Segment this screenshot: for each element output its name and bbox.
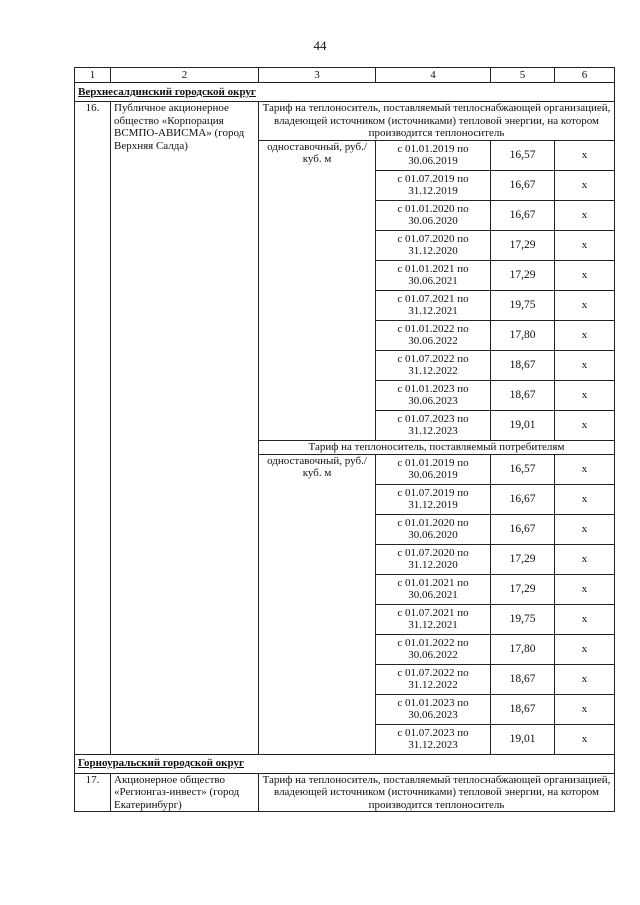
col6-value: х <box>555 724 615 754</box>
col6-value: х <box>555 380 615 410</box>
period-end: 30.06.2023 <box>408 395 458 407</box>
period-end: 31.12.2021 <box>408 305 458 317</box>
tariff-value: 18,67 <box>491 380 555 410</box>
period-start: с 01.07.2019 по <box>397 486 469 499</box>
tariff-value: 16,67 <box>491 514 555 544</box>
period-cell <box>376 140 491 170</box>
period-cell <box>376 380 491 410</box>
period-cell <box>376 634 491 664</box>
period-cell <box>376 260 491 290</box>
col6-value: х <box>555 170 615 200</box>
column-header-5: 5 <box>491 68 555 83</box>
col6-value: х <box>555 574 615 604</box>
period-cell <box>376 544 491 574</box>
period-end: 31.12.2023 <box>408 425 458 437</box>
tariff-value: 17,29 <box>491 574 555 604</box>
column-header-row <box>75 68 615 83</box>
col6-value: х <box>555 260 615 290</box>
period-end: 31.12.2022 <box>408 365 458 377</box>
period-start: с 01.07.2022 по <box>397 666 469 679</box>
col6-value: х <box>555 290 615 320</box>
period-end: 31.12.2020 <box>408 559 458 571</box>
rate-type: одноставочный, руб./куб. м <box>259 140 376 440</box>
tariff-value: 19,01 <box>491 410 555 440</box>
period-cell <box>376 320 491 350</box>
col6-value: х <box>555 454 615 484</box>
tariff-value: 19,75 <box>491 604 555 634</box>
period-end: 31.12.2020 <box>408 245 458 257</box>
period-cell <box>376 454 491 484</box>
period-end: 30.06.2019 <box>408 155 458 167</box>
col6-value: х <box>555 410 615 440</box>
column-header-1: 1 <box>75 68 111 83</box>
tariff-value: 19,01 <box>491 724 555 754</box>
tariff-table <box>74 67 615 812</box>
period-cell <box>376 410 491 440</box>
entry-number: 17. <box>75 773 111 812</box>
period-end: 31.12.2019 <box>408 185 458 197</box>
column-header-6: 6 <box>555 68 615 83</box>
tariff-value: 17,29 <box>491 260 555 290</box>
tariff-value: 17,80 <box>491 320 555 350</box>
period-start: с 01.07.2023 по <box>397 726 469 739</box>
period-cell <box>376 724 491 754</box>
period-cell <box>376 170 491 200</box>
col6-value: х <box>555 604 615 634</box>
section-title: Верхнесалдинский городской округ <box>75 83 615 102</box>
entry-number: 16. <box>75 102 111 755</box>
period-start: с 01.01.2021 по <box>397 576 469 589</box>
period-end: 31.12.2021 <box>408 619 458 631</box>
period-end: 31.12.2023 <box>408 739 458 751</box>
period-cell <box>376 664 491 694</box>
period-start: с 01.07.2021 по <box>397 292 469 305</box>
tariff-value: 16,67 <box>491 170 555 200</box>
tariff-title: Тариф на теплоноситель, поставляемый потребителям <box>259 440 615 454</box>
period-start: с 01.01.2020 по <box>397 202 469 215</box>
tariff-value: 16,67 <box>491 200 555 230</box>
period-cell <box>376 200 491 230</box>
col6-value: х <box>555 514 615 544</box>
tariff-value: 16,57 <box>491 140 555 170</box>
period-start: с 01.07.2020 по <box>397 546 469 559</box>
period-start: с 01.07.2023 по <box>397 412 469 425</box>
tariff-value: 17,29 <box>491 230 555 260</box>
rate-type: одноставочный, руб./куб. м <box>259 454 376 754</box>
col6-value: х <box>555 230 615 260</box>
organization-name: Акционерное общество «Регионгаз-инвест» (город Екатеринбург) <box>111 773 259 812</box>
period-end: 30.06.2022 <box>408 335 458 347</box>
period-cell <box>376 694 491 724</box>
period-cell <box>376 604 491 634</box>
tariff-title-row <box>75 773 615 812</box>
tariff-value: 18,67 <box>491 694 555 724</box>
section-row <box>75 754 615 773</box>
col6-value: х <box>555 350 615 380</box>
period-start: с 01.01.2022 по <box>397 636 469 649</box>
col6-value: х <box>555 544 615 574</box>
period-end: 31.12.2022 <box>408 679 458 691</box>
tariff-value: 16,57 <box>491 454 555 484</box>
col6-value: х <box>555 140 615 170</box>
page-number: 44 <box>313 38 327 53</box>
period-start: с 01.07.2022 по <box>397 352 469 365</box>
period-start: с 01.07.2020 по <box>397 232 469 245</box>
period-end: 30.06.2020 <box>408 529 458 541</box>
period-cell <box>376 290 491 320</box>
section-title: Горноуральский городской округ <box>75 754 615 773</box>
period-start: с 01.07.2019 по <box>397 172 469 185</box>
period-end: 30.06.2019 <box>408 469 458 481</box>
tariff-value: 17,80 <box>491 634 555 664</box>
section-row <box>75 83 615 102</box>
tariff-title-row <box>75 102 615 141</box>
col6-value: х <box>555 664 615 694</box>
period-start: с 01.01.2019 по <box>397 456 469 469</box>
period-end: 30.06.2021 <box>408 275 458 287</box>
period-cell <box>376 230 491 260</box>
period-cell <box>376 574 491 604</box>
col6-value: х <box>555 200 615 230</box>
period-end: 30.06.2023 <box>408 709 458 721</box>
tariff-title: Тариф на теплоноситель, поставляемый теплоснабжающей организацией, владеющей источником (источниками) тепловой энергии, на котором производится теплоноситель <box>259 102 615 141</box>
tariff-value: 17,29 <box>491 544 555 574</box>
column-header-4: 4 <box>376 68 491 83</box>
organization-name: Публичное акционерное общество «Корпорация ВСМПО-АВИСМА» (город Верхняя Салда) <box>111 102 259 755</box>
col6-value: х <box>555 484 615 514</box>
period-start: с 01.01.2022 по <box>397 322 469 335</box>
tariff-title: Тариф на теплоноситель, поставляемый теплоснабжающей организацией, владеющей источником (источниками) тепловой энергии, на котором производится теплоноситель <box>259 773 615 812</box>
period-end: 30.06.2022 <box>408 649 458 661</box>
column-header-3: 3 <box>259 68 376 83</box>
period-cell <box>376 514 491 544</box>
period-start: с 01.01.2019 по <box>397 142 469 155</box>
period-start: с 01.01.2023 по <box>397 382 469 395</box>
period-end: 30.06.2020 <box>408 215 458 227</box>
period-start: с 01.01.2021 по <box>397 262 469 275</box>
tariff-value: 19,75 <box>491 290 555 320</box>
period-end: 30.06.2021 <box>408 589 458 601</box>
period-end: 31.12.2019 <box>408 499 458 511</box>
tariff-value: 18,67 <box>491 350 555 380</box>
col6-value: х <box>555 320 615 350</box>
period-start: с 01.01.2023 по <box>397 696 469 709</box>
tariff-value: 18,67 <box>491 664 555 694</box>
col6-value: х <box>555 634 615 664</box>
period-cell <box>376 350 491 380</box>
column-header-2: 2 <box>111 68 259 83</box>
period-cell <box>376 484 491 514</box>
period-start: с 01.07.2021 по <box>397 606 469 619</box>
period-start: с 01.01.2020 по <box>397 516 469 529</box>
col6-value: х <box>555 694 615 724</box>
tariff-value: 16,67 <box>491 484 555 514</box>
